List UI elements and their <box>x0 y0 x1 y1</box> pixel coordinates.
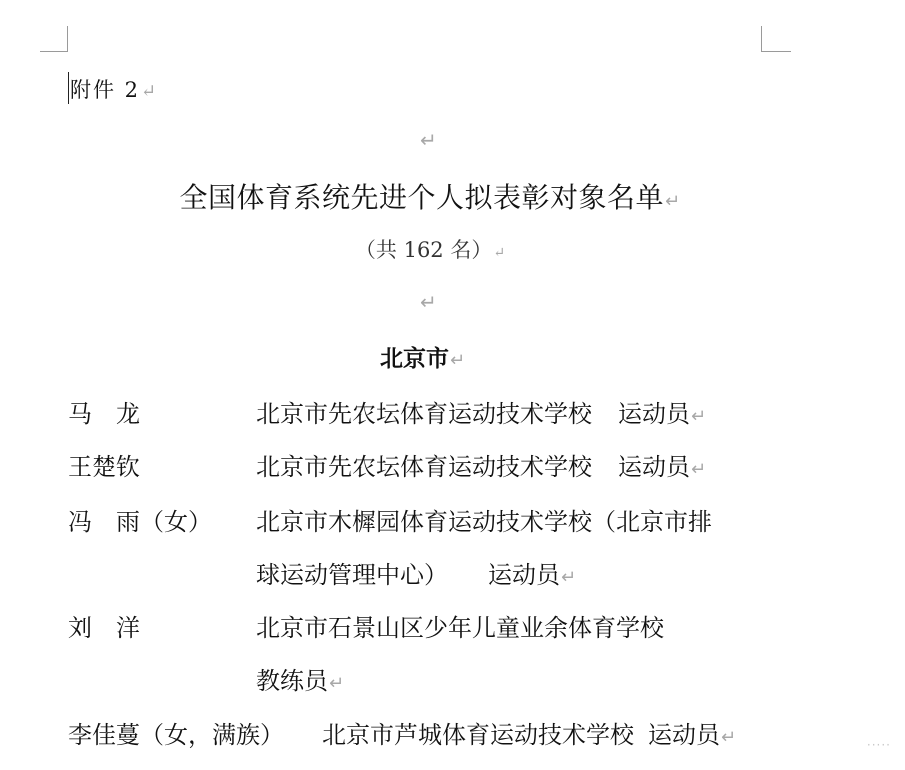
paragraph-mark: ↵ <box>664 191 681 212</box>
empty-paragraph-mark: ↵ <box>420 128 437 152</box>
entry-name: 李佳蔓（女，满族） <box>68 721 284 749</box>
crop-mark-top-left-horizontal <box>40 51 68 52</box>
entry-name: 刘 洋 <box>68 614 140 642</box>
paragraph-mark: ↵ <box>691 459 707 480</box>
entry-unit-line-1: 北京市石景山区少年儿童业余体育学校 <box>256 614 664 642</box>
paragraph-mark: ↵ <box>493 245 506 261</box>
count-note <box>0 234 860 264</box>
entry-role: 运动员 <box>488 561 560 589</box>
document-title-text: 全国体育系统先进个人拟表彰对象名单 <box>179 181 664 214</box>
count-note-text: （共 162 名） <box>354 238 493 262</box>
entry-unit-text: 北京市芦城体育运动技术学校 <box>322 721 634 749</box>
entry-unit <box>256 447 706 482</box>
entry-role: 运动员 <box>648 721 720 749</box>
entry-name: 马 龙 <box>68 400 140 428</box>
entry-name: 王楚钦 <box>68 453 140 481</box>
text-cursor <box>68 72 69 104</box>
annex-label <box>70 74 158 104</box>
entry-role: 教练员 <box>256 667 328 695</box>
region-heading <box>0 340 845 373</box>
crop-mark-top-left-vertical <box>67 26 68 52</box>
entry-unit-line-2 <box>256 555 576 590</box>
entry-unit-line-1: 北京市木樨园体育运动技术学校（北京市排 <box>256 508 712 536</box>
entry-role: 运动员 <box>618 453 690 481</box>
entry-role-line <box>256 661 344 696</box>
empty-paragraph-mark: ↵ <box>420 290 437 314</box>
entry-name: 冯 雨（女） <box>68 508 212 536</box>
entry-unit <box>256 394 706 429</box>
annex-label-text: 附件 2 <box>70 78 141 102</box>
paragraph-mark: ↵ <box>691 406 707 427</box>
paragraph-mark: ↵ <box>449 350 466 371</box>
entry-unit <box>322 715 736 750</box>
document-title <box>0 176 860 216</box>
crop-mark-top-right-horizontal <box>761 51 791 52</box>
crop-mark-top-right-vertical <box>761 26 762 52</box>
paragraph-mark: ↵ <box>721 727 737 748</box>
entry-role: 运动员 <box>618 400 690 428</box>
paragraph-mark: ↵ <box>329 673 345 694</box>
region-heading-text: 北京市 <box>379 346 449 372</box>
entry-unit-text: 球运动管理中心） <box>256 561 448 589</box>
entry-unit-text: 北京市先农坛体育运动技术学校 <box>256 400 592 428</box>
entry-unit-text: 北京市先农坛体育运动技术学校 <box>256 453 592 481</box>
watermark: ····· <box>866 738 891 752</box>
paragraph-mark: ↵ <box>141 81 159 102</box>
paragraph-mark: ↵ <box>561 567 577 588</box>
